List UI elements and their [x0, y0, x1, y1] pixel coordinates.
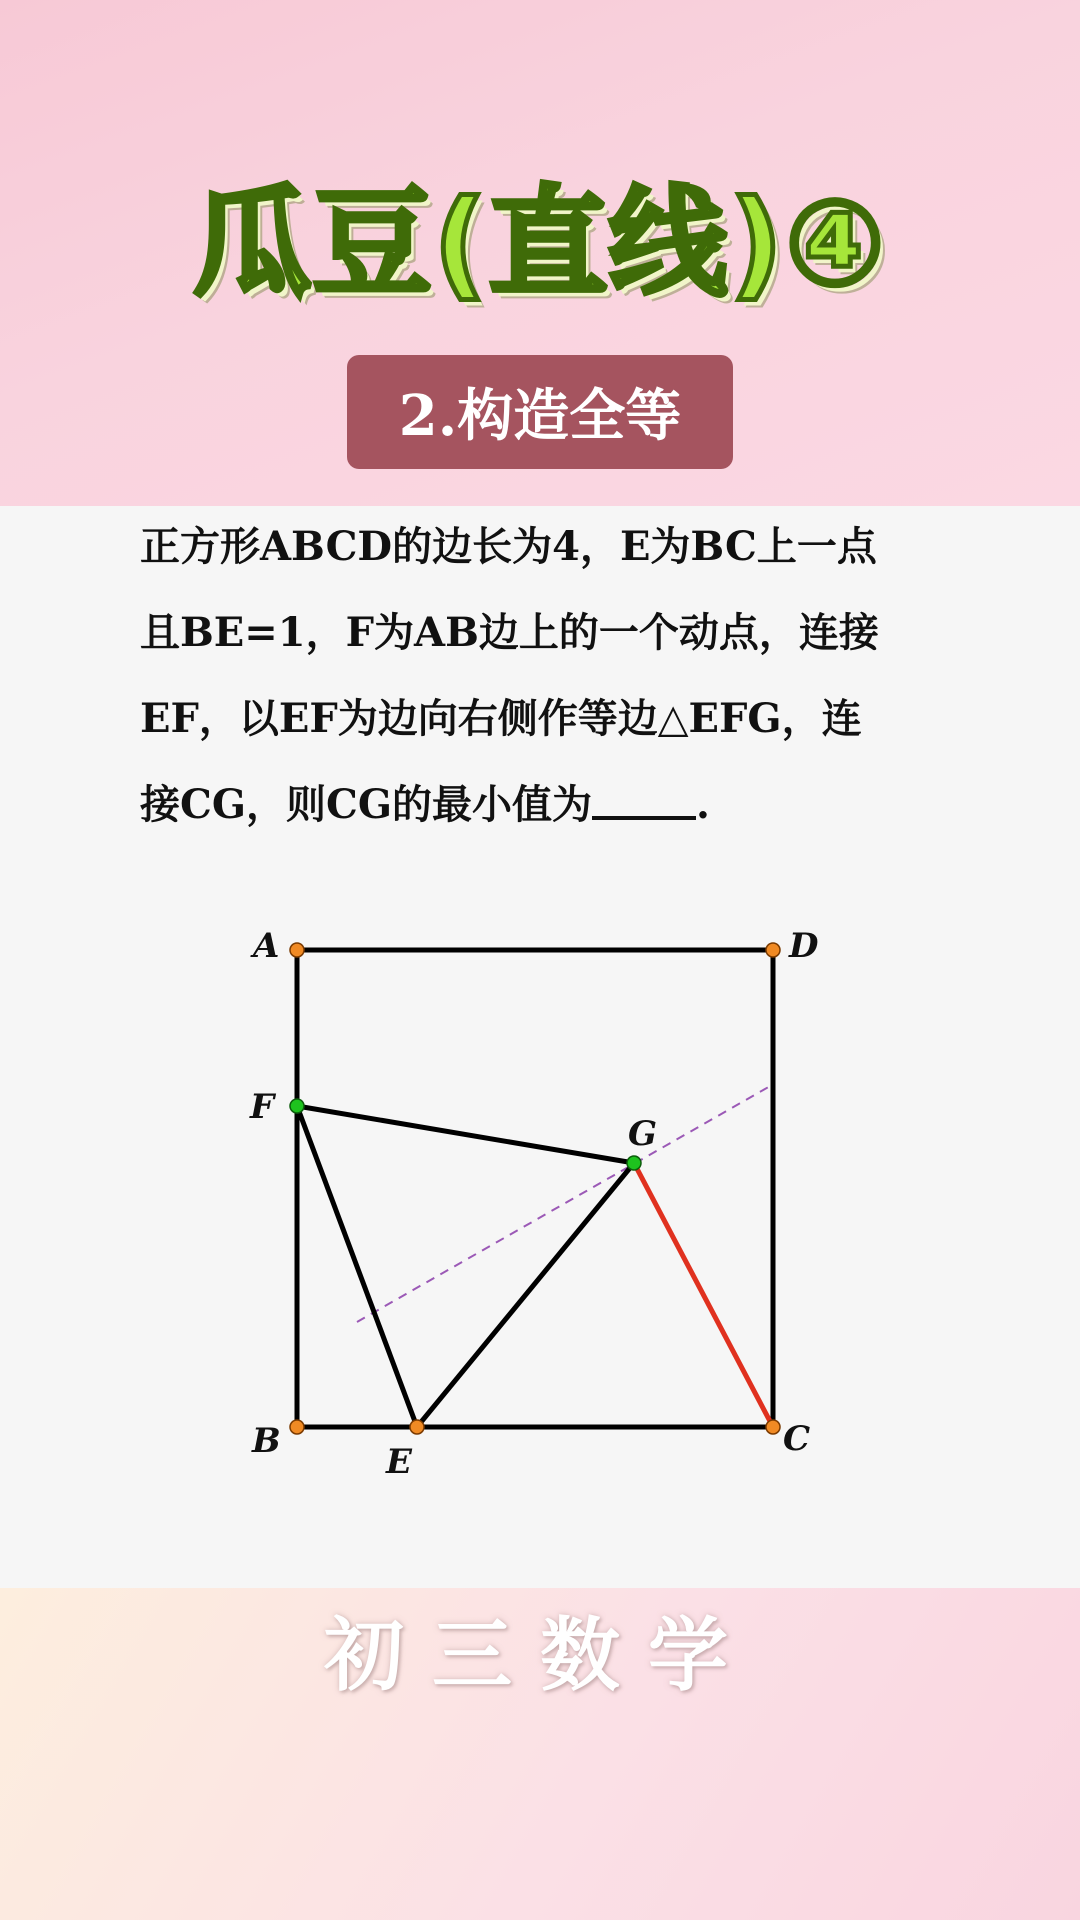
point-b	[290, 1420, 304, 1434]
label-d: D	[789, 926, 819, 966]
section-badge: 2.构造全等	[347, 355, 733, 469]
point-f	[290, 1099, 304, 1113]
video-title: 瓜豆(直线)④	[193, 174, 887, 312]
channel-watermark: 初三数学	[324, 1608, 756, 1702]
label-a: A	[253, 926, 280, 966]
point-d	[766, 943, 780, 957]
problem-line-4-text: 接CG，则CG的最小值为	[140, 781, 592, 828]
segment-cg	[634, 1163, 773, 1427]
label-b: B	[252, 1421, 281, 1461]
problem-line-1: 正方形ABCD的边长为4，E为BC上一点	[140, 523, 877, 570]
segment-fg	[297, 1106, 634, 1163]
segment-eg	[417, 1163, 634, 1427]
problem-end-punct: .	[696, 781, 710, 828]
problem-line-2: 且BE=1，F为AB边上的一个动点，连接	[140, 609, 879, 656]
segment-fe	[297, 1106, 417, 1427]
label-c: C	[783, 1419, 811, 1459]
label-g: G	[628, 1114, 658, 1154]
label-f: F	[250, 1087, 275, 1127]
label-e: E	[386, 1442, 412, 1482]
point-a	[290, 943, 304, 957]
locus-line	[357, 1085, 772, 1322]
problem-line-3: EF，以EF为边向右侧作等边△EFG，连	[140, 695, 862, 742]
point-e	[410, 1420, 424, 1434]
point-c	[766, 1420, 780, 1434]
point-g	[627, 1156, 641, 1170]
